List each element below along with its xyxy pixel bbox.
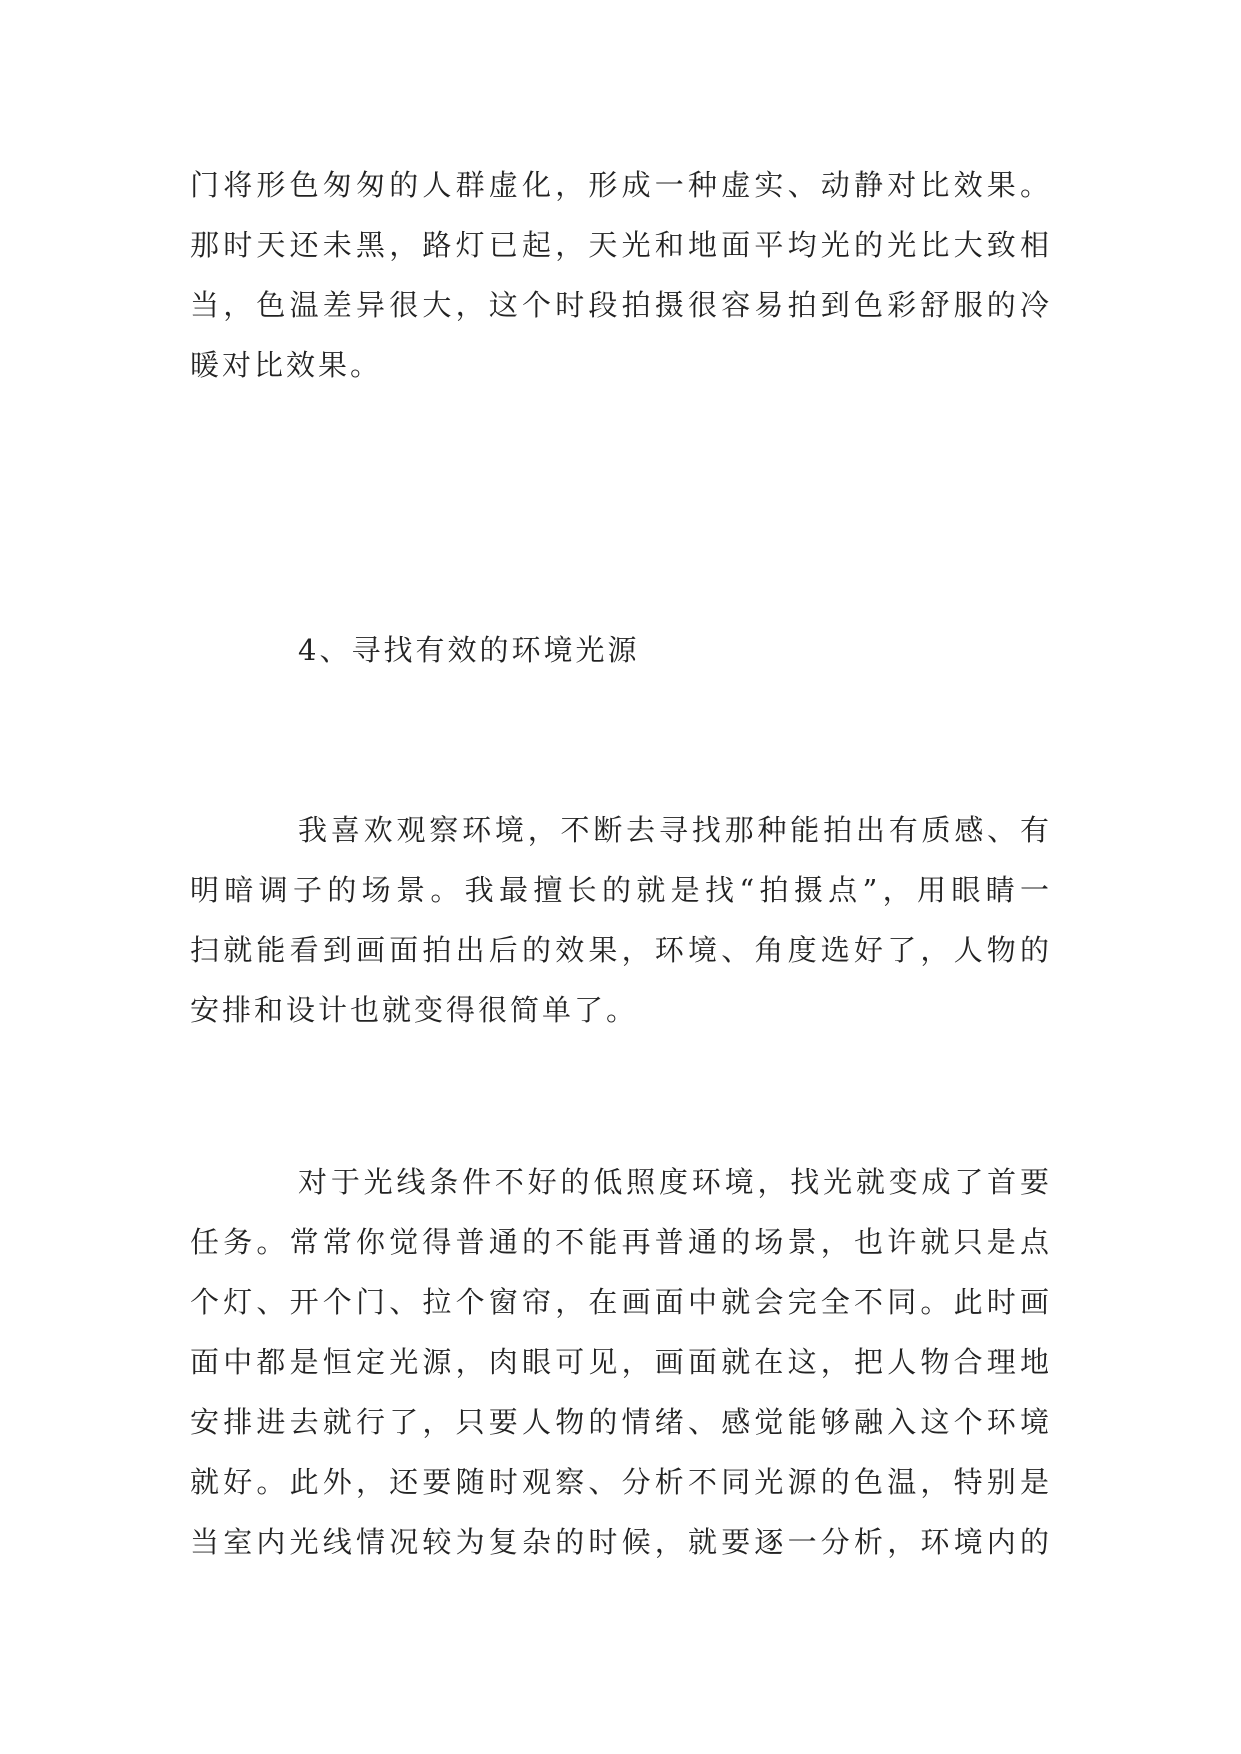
paragraph-line: 安排和设计也就变得很简单了。	[190, 993, 639, 1027]
paragraph-2	[190, 800, 1052, 1040]
section-heading: 4、寻找有效的环境光源	[298, 633, 640, 667]
paragraph-line: 就好。此外，还要随时观察、分析不同光源的色温，特别是	[190, 1465, 1052, 1499]
paragraph-line: 门将形色匆匆的人群虚化，形成一种虚实、动静对比效果。	[190, 168, 1052, 202]
paragraph-line: 当室内光线情况较为复杂的时候，就要逐一分析，环境内的	[190, 1525, 1052, 1559]
paragraph-3	[190, 1152, 1052, 1572]
paragraph-line: 明暗调子的场景。我最擅长的就是找“拍摄点”，用眼睛一	[190, 873, 1052, 907]
paragraph-line: 对于光线条件不好的低照度环境，找光就变成了首要	[298, 1165, 1052, 1199]
paragraph-line: 安排进去就行了，只要人物的情绪、感觉能够融入这个环境	[190, 1405, 1052, 1439]
paragraph-1	[190, 155, 1052, 395]
paragraph-line: 暖对比效果。	[190, 348, 383, 382]
paragraph-line: 个灯、开个门、拉个窗帘，在画面中就会完全不同。此时画	[190, 1285, 1052, 1319]
paragraph-line: 面中都是恒定光源，肉眼可见，画面就在这，把人物合理地	[190, 1345, 1052, 1379]
paragraph-line: 扫就能看到画面拍出后的效果，环境、角度选好了，人物的	[190, 933, 1052, 967]
paragraph-line: 任务。常常你觉得普通的不能再普通的场景，也许就只是点	[190, 1225, 1052, 1259]
paragraph-line: 我喜欢观察环境，不断去寻找那种能拍出有质感、有	[298, 813, 1052, 847]
paragraph-line: 当，色温差异很大，这个时段拍摄很容易拍到色彩舒服的冷	[190, 288, 1052, 322]
paragraph-line: 那时天还未黑，路灯已起，天光和地面平均光的光比大致相	[190, 228, 1052, 262]
